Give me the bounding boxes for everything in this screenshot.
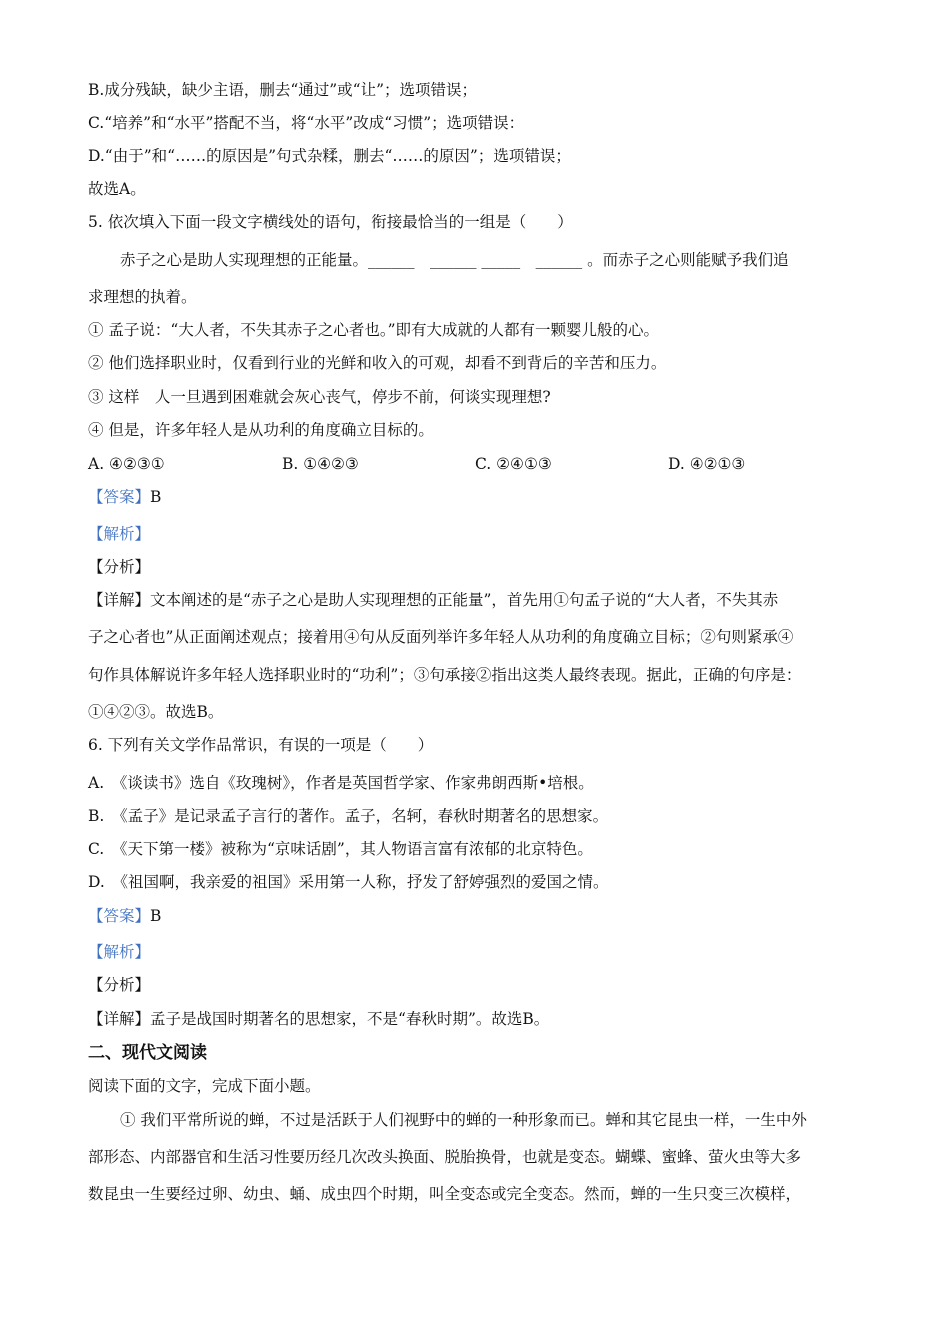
sentence-4: ④ 但是，许多年轻人是从功利的角度确立目标的。 [88, 421, 434, 439]
sentence-2: ② 他们选择职业时，仅看到行业的光鲜和收入的可观，却看不到背后的辛苦和压力。 [88, 354, 667, 372]
detail-tag: 【详解】 [88, 591, 151, 609]
detail-line: ①④②③。故选B。 [88, 703, 224, 721]
question-6: 6. 下列有关文学作品常识，有误的一项是（ ） [88, 736, 434, 754]
text-line: B.成分残缺，缺少主语，删去“通过”或“让”；选项错误； [88, 81, 478, 99]
detail-tag: 【详解】 [88, 1010, 151, 1028]
answer-line [88, 906, 161, 926]
text-line: 求理想的执着。 [88, 288, 197, 306]
sentence-1: ① 孟子说：“大人者，不失其赤子之心者也。”即有大成就的人都有一颗婴儿般的心。 [88, 321, 660, 339]
option-b: B. ①④②③ [282, 455, 359, 473]
option-d: D. 《祖国啊，我亲爱的祖国》采用第一人称，抒发了舒婷强烈的爱国之情。 [88, 873, 609, 891]
text-line: 赤子之心是助人实现理想的正能量。______ ______ _____ ______ 。而赤子之心则能赋予我们追 [120, 251, 789, 269]
sentence-3: ③ 这样 人一旦遇到困难就会灰心丧气，停步不前，何谈实现理想? [88, 388, 551, 406]
question-5: 5. 依次填入下面一段文字横线处的语句，衔接最恰当的一组是（ ） [88, 213, 573, 231]
detail-line: 子之心者也”从正面阐述观点；接着用④句从反面列举许多年轻人从功利的角度确立目标；②句则紧承④ [88, 628, 794, 646]
answer-value: B [150, 907, 162, 925]
option-b: B. 《孟子》是记录孟子言行的著作。孟子，名轲，春秋时期著名的思想家。 [88, 807, 609, 825]
answer-line [88, 487, 161, 507]
text-line: C.“培养”和“水平”搭配不当，将“水平”改成“习惯”；选项错误： [88, 114, 525, 132]
passage-line: 部形态、内部器官和生活习性要历经几次改头换面、脱胎换骨，也就是变态。蝴蝶、蜜蜂、萤火虫等大多 [88, 1148, 802, 1166]
passage-line: ① 我们平常所说的蝉，不过是活跃于人们视野中的蝉的一种形象而已。蝉和其它昆虫一样，一生中外 [120, 1111, 807, 1129]
jiexi-tag: 【解析】 [88, 525, 151, 543]
reading-intro: 阅读下面的文字，完成下面小题。 [88, 1077, 321, 1095]
fenxi-tag: 【分析】 [88, 558, 151, 576]
answer-value: B [150, 488, 162, 506]
text-line: D.“由于”和“……的原因是”句式杂糅，删去“……的原因”；选项错误； [88, 147, 571, 165]
detail-line [88, 1009, 549, 1029]
detail-text: 文本阐述的是“赤子之心是助人实现理想的正能量”，首先用①句孟子说的“大人者，不失其赤 [150, 591, 779, 609]
option-a: A. ④②③① [88, 455, 165, 473]
text-line: 故选A。 [88, 180, 146, 198]
section-title: 二、现代文阅读 [88, 1043, 207, 1063]
detail-line [88, 590, 778, 610]
fenxi-tag: 【分析】 [88, 976, 151, 994]
passage-line: 数昆虫一生要经过卵、幼虫、蛹、成虫四个时期，叫全变态或完全变态。然而，蝉的一生只变三次模样， [88, 1185, 802, 1203]
option-c: C. ②④①③ [475, 455, 552, 473]
option-d: D. ④②①③ [668, 455, 746, 473]
option-a: A. 《谈读书》选自《玫瑰树》，作者是英国哲学家、作家弗朗西斯•培根。 [88, 774, 594, 792]
answer-tag: 【答案】 [88, 907, 151, 925]
detail-line: 句作具体解说许多年轻人选择职业时的“功利”；③句承接②指出这类人最终表现。据此，正确的句序是： [88, 666, 802, 684]
detail-text: 孟子是战国时期著名的思想家，不是“春秋时期”。故选B。 [150, 1010, 550, 1028]
option-c: C. 《天下第一楼》被称为“京味话剧”，其人物语言富有浓郁的北京特色。 [88, 840, 593, 858]
jiexi-tag: 【解析】 [88, 943, 151, 961]
answer-tag: 【答案】 [88, 488, 151, 506]
